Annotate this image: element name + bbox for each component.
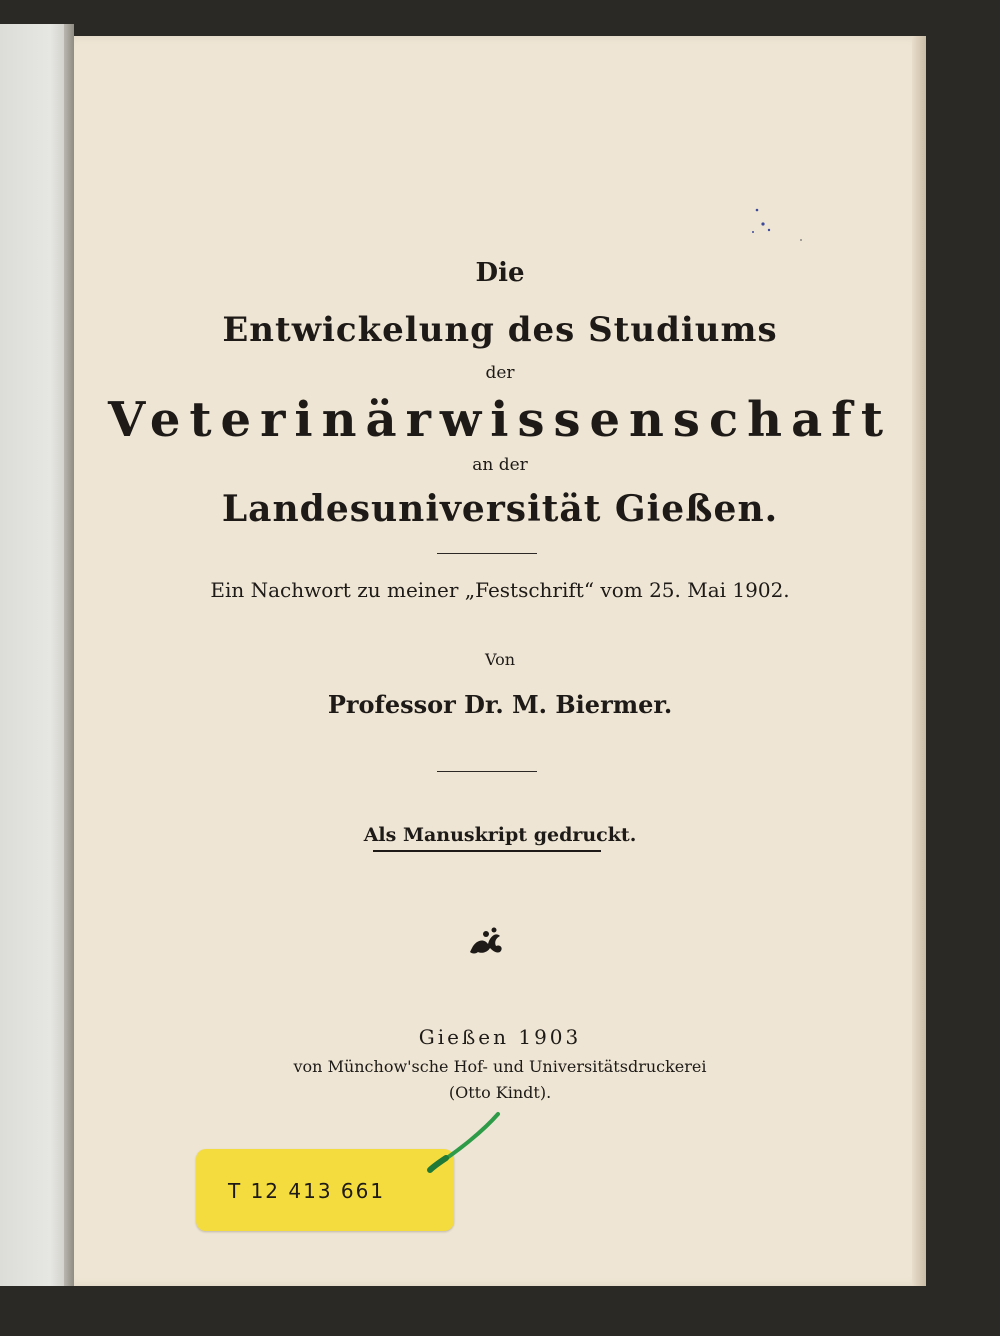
title-line-an-der: an der bbox=[472, 455, 528, 475]
place-year: Gießen 1903 bbox=[418, 1025, 582, 1049]
printer-owner: (Otto Kindt). bbox=[448, 1083, 552, 1102]
title-line-die: Die bbox=[475, 258, 525, 288]
library-label-sticker bbox=[196, 1149, 454, 1231]
manuscript-note: Als Manuskript gedruckt. bbox=[363, 824, 637, 846]
ink-specks bbox=[745, 200, 815, 250]
title-line-der: der bbox=[485, 363, 515, 383]
manuscript-underline bbox=[373, 850, 601, 852]
subtitle: Ein Nachwort zu meiner „Festschrift“ vom 25. Mai 1902. bbox=[210, 578, 790, 602]
printer-line: von Münchow'sche Hof- und Universitätsdruckerei bbox=[293, 1057, 707, 1076]
author-name: Professor Dr. M. Biermer. bbox=[327, 690, 673, 719]
call-number: T 12 413 661 bbox=[228, 1179, 386, 1203]
title-line-entwickelung: Entwickelung des Studiums bbox=[222, 310, 778, 350]
green-marker-stroke bbox=[426, 1110, 502, 1176]
by-label: Von bbox=[484, 650, 516, 669]
floral-ornament-icon bbox=[466, 922, 506, 958]
title-line-veterinaerwissenschaft: Veterinärwissenschaft bbox=[107, 392, 892, 448]
divider-rule bbox=[437, 553, 537, 554]
divider-rule bbox=[437, 771, 537, 772]
title-line-landesuniversitaet: Landesuniversität Gießen. bbox=[221, 488, 779, 530]
